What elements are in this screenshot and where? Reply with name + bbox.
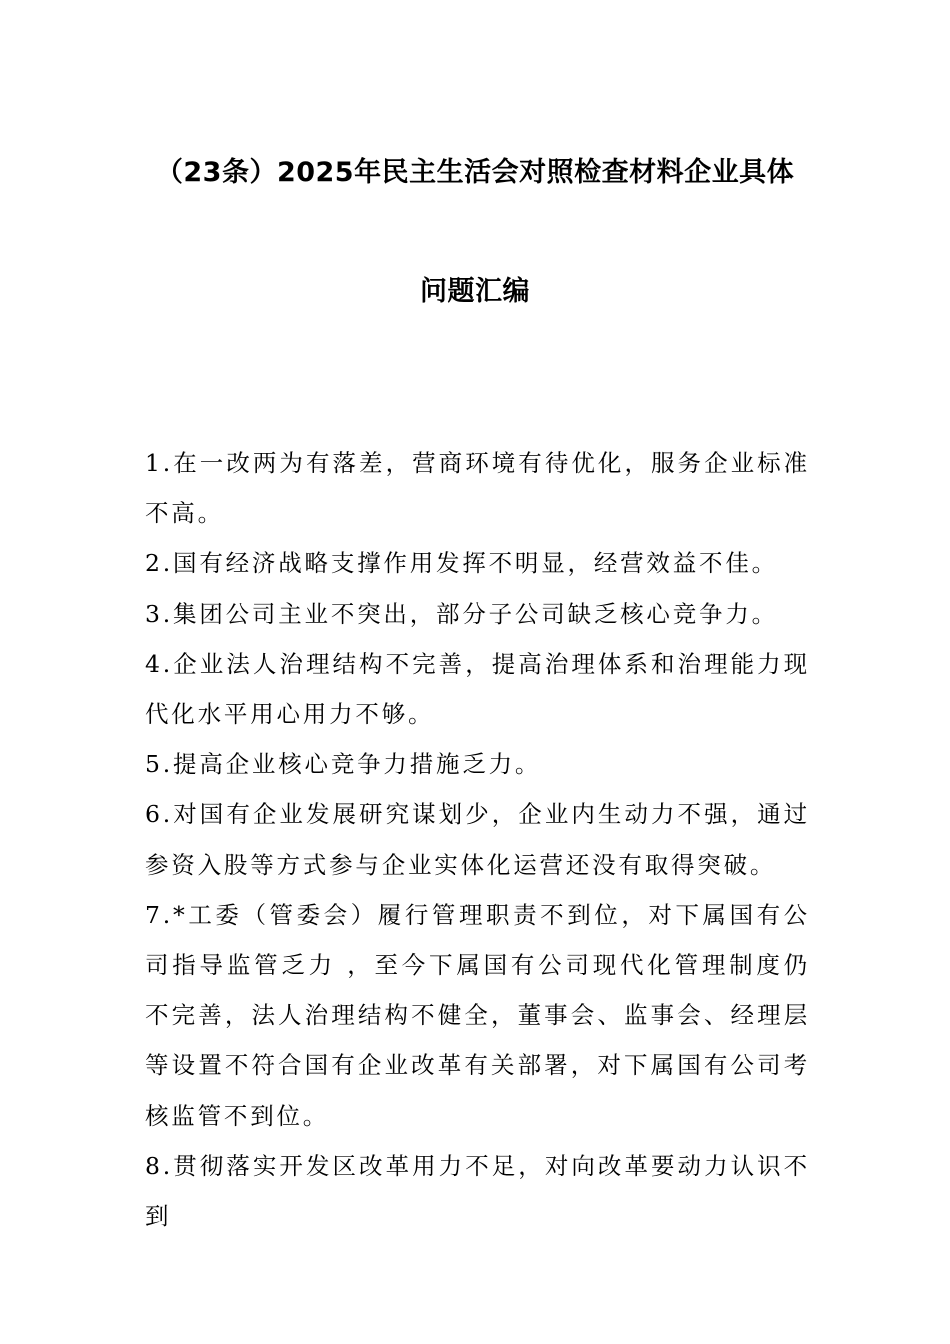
list-item-6: 6.对国有企业发展研究谋划少，企业内生动力不强，通过参资入股等方式参与企业实体化运营还没有取得突破。 bbox=[145, 800, 810, 879]
list-item-2: 2.国有经济战略支撑作用发挥不明显，经营效益不佳。 bbox=[145, 549, 778, 578]
list-item-1: 1.在一改两为有落差，营商环境有待优化，服务企业标准不高。 bbox=[145, 449, 810, 528]
list-item-4: 4.企业法人治理结构不完善，提高治理体系和治理能力现代化水平用心用力不够。 bbox=[145, 649, 810, 729]
document-title-line-1: （23条）2025年民主生活会对照检查材料企业具体 bbox=[155, 157, 795, 188]
list-item-3: 3.集团公司主业不突出，部分子公司缺乏核心竞争力。 bbox=[145, 599, 778, 628]
document-title-line-2: 问题汇编 bbox=[420, 276, 530, 307]
list-item-5: 5.提高企业核心竞争力措施乏力。 bbox=[145, 750, 542, 779]
list-item-8: 8.贯彻落实开发区改革用力不足，对向改革要动力认识不到 bbox=[145, 1151, 810, 1231]
problem-list bbox=[145, 438, 810, 1241]
list-item-7: 7.*工委（管委会）履行管理职责不到位，对下属国有公司指导监管乏力 ，至今下属国有公司现代化管理制度仍不完善，法人治理结构不健全，董事会、监事会、经理层等设置不符合国有企业改革有关部署，对下属国有公司考核监管不到位。 bbox=[145, 900, 810, 1130]
